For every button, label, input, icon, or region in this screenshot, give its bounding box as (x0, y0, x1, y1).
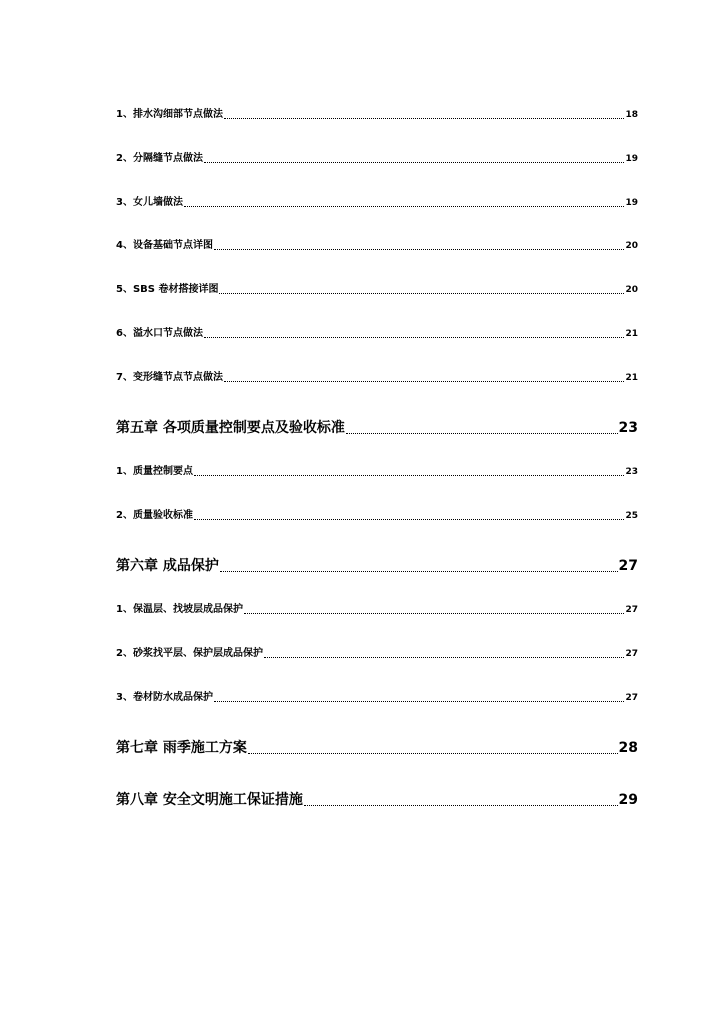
toc-entry-page: 28 (618, 740, 638, 756)
toc-entry-title: 1、质量控制要点 (116, 466, 193, 477)
toc-entry[interactable] (116, 371, 638, 385)
dot-leader (214, 701, 625, 702)
dot-leader (194, 475, 625, 476)
toc-entry-page: 27 (625, 693, 638, 703)
dot-leader (244, 613, 625, 614)
toc-entry-title: 5、SBS 卷材搭接详图 (116, 284, 219, 295)
dot-leader (304, 805, 618, 806)
toc-entry[interactable] (116, 647, 638, 661)
dot-leader (184, 206, 625, 207)
toc-entry-page: 18 (625, 110, 638, 120)
dot-leader (204, 337, 625, 338)
toc-entry-title: 第五章 各项质量控制要点及验收标准 (116, 420, 345, 436)
toc-entry-page: 19 (625, 198, 638, 208)
toc-chapter-entry[interactable] (116, 418, 638, 438)
toc-chapter-entry[interactable] (116, 556, 638, 576)
toc-entry[interactable] (116, 509, 638, 523)
dot-leader (194, 519, 625, 520)
dot-leader (220, 571, 618, 572)
toc-entry-title: 1、排水沟细部节点做法 (116, 109, 223, 120)
toc-chapter-entry[interactable] (116, 738, 638, 758)
toc-entry[interactable] (116, 239, 638, 253)
toc-entry-title: 3、女儿墙做法 (116, 197, 183, 208)
toc-entry-title: 3、卷材防水成品保护 (116, 692, 213, 703)
dot-leader (248, 753, 618, 754)
toc-entry-page: 23 (625, 467, 638, 477)
toc-entry[interactable] (116, 327, 638, 341)
toc-entry[interactable] (116, 196, 638, 210)
toc-entry[interactable] (116, 603, 638, 617)
toc-entry-title: 第八章 安全文明施工保证措施 (116, 792, 303, 808)
toc-entry[interactable] (116, 108, 638, 122)
dot-leader (224, 381, 625, 382)
dot-leader (204, 162, 625, 163)
toc-entry-page: 27 (618, 558, 638, 574)
toc-entry-title: 6、溢水口节点做法 (116, 328, 203, 339)
toc-entry[interactable] (116, 465, 638, 479)
toc-entry-title: 第七章 雨季施工方案 (116, 740, 247, 756)
toc-entry-page: 20 (625, 241, 638, 251)
toc-entry-title: 7、变形缝节点节点做法 (116, 372, 223, 383)
toc-entry-page: 21 (625, 373, 638, 383)
toc-entry-title: 1、保温层、找坡层成品保护 (116, 604, 243, 615)
dot-leader (219, 293, 624, 294)
toc-entry-title: 2、质量验收标准 (116, 510, 193, 521)
toc-entry-page: 19 (625, 154, 638, 164)
dot-leader (346, 433, 618, 434)
toc-entry[interactable] (116, 152, 638, 166)
dot-leader (224, 118, 625, 119)
toc-entry-page: 27 (625, 649, 638, 659)
toc-entry-page: 23 (618, 420, 638, 436)
toc-entry-title: 第六章 成品保护 (116, 558, 219, 574)
toc-chapter-entry[interactable] (116, 790, 638, 810)
toc-entry-page: 27 (625, 605, 638, 615)
toc-entry-title: 2、分隔缝节点做法 (116, 153, 203, 164)
toc-entry[interactable] (116, 691, 638, 705)
dot-leader (264, 657, 625, 658)
dot-leader (214, 249, 625, 250)
toc-entry-page: 21 (625, 329, 638, 339)
toc-entry-page: 29 (618, 792, 638, 808)
toc-entry-page: 20 (625, 285, 638, 295)
toc-entry-title: 4、设备基础节点详图 (116, 240, 213, 251)
toc-entry-title: 2、砂浆找平层、保护层成品保护 (116, 648, 263, 659)
toc-entry[interactable] (116, 283, 638, 297)
toc-entry-page: 25 (625, 511, 638, 521)
